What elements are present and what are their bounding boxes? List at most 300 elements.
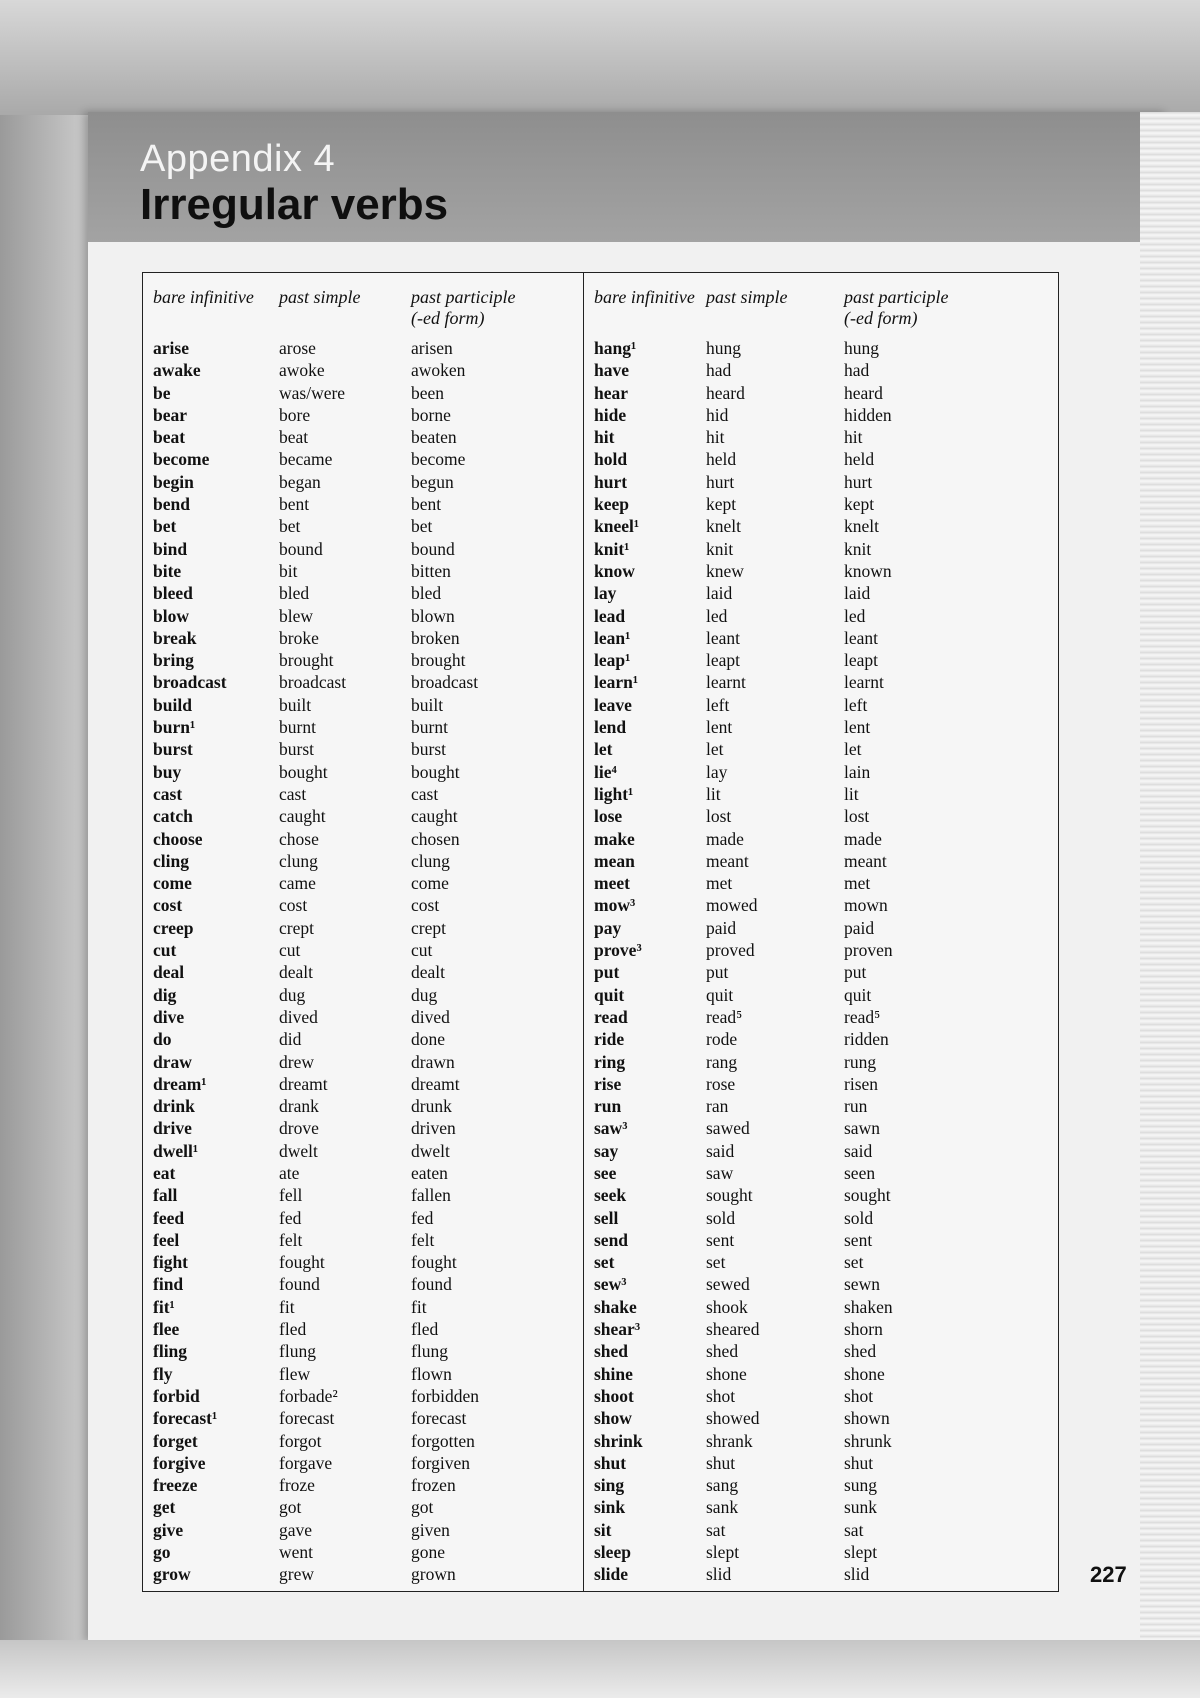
bare-infinitive-cell: burst — [153, 739, 193, 760]
past-participle-cell: let — [844, 739, 862, 760]
past-simple-cell: bore — [279, 404, 311, 425]
table-row — [143, 359, 587, 381]
bare-infinitive-cell: mean — [594, 850, 635, 871]
table-row — [584, 1006, 1058, 1028]
bare-infinitive-cell: find — [153, 1274, 184, 1295]
past-simple-cell: beat — [279, 427, 309, 448]
past-participle-cell: knit — [844, 538, 872, 559]
bare-infinitive-cell: pay — [594, 917, 622, 938]
past-participle-cell: proven — [844, 940, 893, 961]
past-simple-cell: proved — [706, 940, 755, 961]
past-participle-cell: dealt — [411, 962, 446, 983]
bare-infinitive-cell: build — [153, 694, 192, 715]
past-simple-cell: forgave — [279, 1452, 333, 1473]
past-simple-cell: forecast — [279, 1408, 335, 1429]
past-simple-cell: gave — [279, 1519, 313, 1540]
past-participle-cell: come — [411, 873, 449, 894]
table-row — [143, 850, 587, 872]
bare-infinitive-cell: get — [153, 1497, 176, 1518]
table-row — [584, 1474, 1058, 1496]
bare-infinitive-cell: ring — [594, 1051, 626, 1072]
table-row — [143, 1563, 587, 1585]
past-simple-cell: sought — [706, 1185, 753, 1206]
table-row — [584, 805, 1058, 827]
past-simple-cell: forbade² — [279, 1385, 338, 1406]
bare-infinitive-cell: blow — [153, 605, 189, 626]
past-simple-cell: meant — [706, 850, 749, 871]
past-participle-cell: eaten — [411, 1162, 448, 1183]
past-participle-cell: forgiven — [411, 1452, 470, 1473]
bare-infinitive-cell: let — [594, 739, 613, 760]
bare-infinitive-cell: bear — [153, 404, 188, 425]
bare-infinitive-cell: bite — [153, 560, 182, 581]
bare-infinitive-cell: dive — [153, 1006, 185, 1027]
past-simple-cell: cast — [279, 783, 307, 804]
table-row — [584, 1296, 1058, 1318]
past-participle-cell: cost — [411, 895, 440, 916]
table-row — [143, 984, 587, 1006]
table-row — [584, 850, 1058, 872]
past-participle-cell: seen — [844, 1162, 876, 1183]
past-participle-cell: quit — [844, 984, 872, 1005]
bare-infinitive-cell: hear — [594, 382, 629, 403]
past-participle-cell: shone — [844, 1363, 885, 1384]
table-row — [143, 560, 587, 582]
past-participle-cell: sat — [844, 1519, 864, 1540]
past-simple-cell: leant — [706, 627, 741, 648]
past-participle-cell: dreamt — [411, 1073, 460, 1094]
bare-infinitive-cell: put — [594, 962, 620, 983]
bare-infinitive-cell: eat — [153, 1162, 176, 1183]
past-simple-cell: showed — [706, 1408, 760, 1429]
bare-infinitive-cell: forbid — [153, 1385, 200, 1406]
bare-infinitive-cell: fling — [153, 1341, 188, 1362]
past-simple-cell: fed — [279, 1207, 302, 1228]
table-row — [143, 917, 587, 939]
bare-infinitive-cell: hide — [594, 404, 627, 425]
table-row — [143, 961, 587, 983]
table-row — [143, 872, 587, 894]
past-simple-cell: sawed — [706, 1118, 750, 1139]
past-simple-cell: chose — [279, 828, 319, 849]
table-row — [584, 894, 1058, 916]
past-participle-cell: shot — [844, 1385, 874, 1406]
table-row — [143, 671, 587, 693]
past-simple-cell: flung — [279, 1341, 316, 1362]
past-simple-cell: found — [279, 1274, 320, 1295]
bare-infinitive-cell: buy — [153, 761, 182, 782]
past-simple-cell: knit — [706, 538, 734, 559]
table-row — [584, 694, 1058, 716]
table-row — [143, 1073, 587, 1095]
past-simple-cell: did — [279, 1029, 302, 1050]
bare-infinitive-cell: sell — [594, 1207, 619, 1228]
past-simple-cell: arose — [279, 338, 316, 358]
past-participle-cell: kept — [844, 494, 875, 515]
past-simple-cell: burst — [279, 739, 314, 760]
table-row — [143, 716, 587, 738]
past-participle-cell: hurt — [844, 471, 873, 492]
bare-infinitive-cell: mow³ — [594, 895, 636, 916]
past-participle-cell: arisen — [411, 338, 453, 358]
past-simple-cell: grew — [279, 1564, 314, 1585]
table-row — [584, 783, 1058, 805]
table-row — [584, 716, 1058, 738]
past-simple-cell: shed — [706, 1341, 739, 1362]
bare-infinitive-cell: fight — [153, 1252, 188, 1273]
bare-infinitive-cell: dwell¹ — [153, 1140, 199, 1161]
past-participle-cell: gone — [411, 1542, 446, 1563]
past-participle-cell: leant — [844, 627, 879, 648]
past-simple-cell: sent — [706, 1229, 735, 1250]
bare-infinitive-cell: break — [153, 627, 197, 648]
past-simple-cell: shrank — [706, 1430, 753, 1451]
past-participle-cell: got — [411, 1497, 434, 1518]
table-row — [584, 1073, 1058, 1095]
past-simple-cell: quit — [706, 984, 734, 1005]
bare-infinitive-cell: forget — [153, 1430, 198, 1451]
past-simple-cell: began — [279, 471, 321, 492]
past-participle-cell: risen — [844, 1073, 879, 1094]
past-participle-cell: clung — [411, 850, 450, 871]
table-row — [143, 738, 587, 760]
past-participle-cell: slid — [844, 1564, 870, 1585]
table-row — [584, 649, 1058, 671]
table-row — [143, 894, 587, 916]
past-participle-cell: sent — [844, 1229, 873, 1250]
past-simple-cell: fled — [279, 1319, 307, 1340]
past-participle-cell: met — [844, 873, 871, 894]
table-row — [584, 1318, 1058, 1340]
table-row — [584, 1028, 1058, 1050]
bare-infinitive-cell: lie⁴ — [594, 761, 617, 782]
table-row — [143, 1452, 587, 1474]
column-header-past-participle — [844, 287, 949, 329]
past-participle-cell: driven — [411, 1118, 456, 1139]
page-title: Irregular verbs — [140, 180, 449, 229]
bare-infinitive-cell: give — [153, 1519, 184, 1540]
past-simple-cell: sank — [706, 1497, 739, 1518]
table-row — [584, 1363, 1058, 1385]
table-row — [584, 1229, 1058, 1251]
past-participle-cell: lain — [844, 761, 871, 782]
bare-infinitive-cell: bind — [153, 538, 188, 559]
past-simple-cell: led — [706, 605, 728, 626]
table-row — [584, 1207, 1058, 1229]
table-row — [143, 828, 587, 850]
past-participle-cell: sewn — [844, 1274, 880, 1295]
table-row — [584, 1140, 1058, 1162]
table-row — [143, 1474, 587, 1496]
past-simple-cell: knelt — [706, 516, 741, 537]
bare-infinitive-cell: be — [153, 382, 171, 403]
past-participle-cell: grown — [411, 1564, 456, 1585]
past-participle-cell: crept — [411, 917, 446, 938]
bare-infinitive-cell: do — [153, 1029, 172, 1050]
past-participle-cell: fallen — [411, 1185, 451, 1206]
bare-infinitive-cell: sink — [594, 1497, 626, 1518]
past-simple-cell: went — [279, 1542, 314, 1563]
past-simple-cell: bet — [279, 516, 301, 537]
past-participle-cell: shrunk — [844, 1430, 892, 1451]
bare-infinitive-cell: sleep — [594, 1542, 631, 1563]
past-participle-cell: fled — [411, 1319, 439, 1340]
bare-infinitive-cell: quit — [594, 984, 625, 1005]
bare-infinitive-cell: sew³ — [594, 1274, 627, 1295]
table-row — [584, 961, 1058, 983]
past-participle-cell: meant — [844, 850, 887, 871]
bare-infinitive-cell: feel — [153, 1229, 180, 1250]
table-row — [143, 515, 587, 537]
past-participle-cell: burnt — [411, 717, 448, 738]
past-simple-cell: burnt — [279, 717, 316, 738]
table-row — [143, 382, 587, 404]
past-simple-cell: leapt — [706, 650, 741, 671]
bare-infinitive-cell: lend — [594, 717, 627, 738]
table-row — [584, 337, 1058, 359]
bare-infinitive-cell: shed — [594, 1341, 629, 1362]
past-participle-cell: sought — [844, 1185, 891, 1206]
past-participle-cell: knelt — [844, 516, 879, 537]
past-simple-cell: learnt — [706, 672, 746, 693]
past-participle-cell: put — [844, 962, 867, 983]
bare-infinitive-cell: see — [594, 1162, 617, 1183]
bare-infinitive-cell: know — [594, 560, 635, 581]
bare-infinitive-cell: deal — [153, 962, 185, 983]
past-simple-cell: came — [279, 873, 316, 894]
past-simple-cell: ran — [706, 1096, 729, 1117]
past-simple-cell: kept — [706, 494, 737, 515]
bare-infinitive-cell: begin — [153, 471, 194, 492]
bare-infinitive-cell: drive — [153, 1118, 192, 1139]
past-participle-cell: held — [844, 449, 875, 470]
past-participle-label: past participle — [411, 287, 516, 307]
bare-infinitive-cell: shake — [594, 1296, 637, 1317]
past-simple-cell: lost — [706, 806, 732, 827]
table-row — [143, 538, 587, 560]
past-simple-cell: dug — [279, 984, 306, 1005]
table-row — [143, 337, 587, 359]
bare-infinitive-cell: beat — [153, 427, 186, 448]
table-row — [584, 382, 1058, 404]
past-participle-cell: paid — [844, 917, 875, 938]
table-row — [584, 761, 1058, 783]
bare-infinitive-cell: rise — [594, 1073, 622, 1094]
table-row — [143, 1496, 587, 1518]
appendix-label: Appendix 4 — [140, 138, 336, 180]
bare-infinitive-cell: lean¹ — [594, 627, 631, 648]
past-participle-cell: bet — [411, 516, 433, 537]
past-participle-cell: set — [844, 1252, 864, 1273]
table-row — [584, 404, 1058, 426]
bare-infinitive-cell: learn¹ — [594, 672, 639, 693]
table-row — [584, 471, 1058, 493]
past-participle-cell: shed — [844, 1341, 877, 1362]
table-row — [584, 1496, 1058, 1518]
past-simple-cell: had — [706, 360, 732, 381]
past-participle-cell: hung — [844, 338, 879, 358]
past-participle-cell: led — [844, 605, 866, 626]
table-row — [143, 783, 587, 805]
table-row — [143, 1318, 587, 1340]
table-row — [143, 1162, 587, 1184]
table-row — [584, 738, 1058, 760]
bare-infinitive-cell: dig — [153, 984, 177, 1005]
table-row — [143, 1273, 587, 1295]
bare-infinitive-cell: lead — [594, 605, 626, 626]
bare-infinitive-cell: meet — [594, 873, 630, 894]
past-simple-cell: slept — [706, 1542, 740, 1563]
past-participle-cell: awoken — [411, 360, 466, 381]
past-simple-cell: cut — [279, 940, 301, 961]
past-simple-cell: lent — [706, 717, 733, 738]
past-participle-cell: cut — [411, 940, 433, 961]
table-row — [584, 538, 1058, 560]
table-row — [584, 515, 1058, 537]
bare-infinitive-cell: shut — [594, 1452, 627, 1473]
past-participle-cell: fit — [411, 1296, 427, 1317]
bare-infinitive-cell: ride — [594, 1029, 625, 1050]
column-header-past-simple: past simple — [706, 287, 788, 307]
bare-infinitive-cell: burn¹ — [153, 717, 196, 738]
past-simple-cell: sang — [706, 1475, 739, 1496]
past-simple-cell: dreamt — [279, 1073, 328, 1094]
column-header-past-simple: past simple — [279, 287, 361, 307]
verb-rows-right — [584, 337, 1058, 1586]
past-participle-cell: known — [844, 560, 892, 581]
table-row — [584, 426, 1058, 448]
past-simple-cell: rang — [706, 1051, 738, 1072]
past-participle-cell: ridden — [844, 1029, 889, 1050]
past-simple-cell: let — [706, 739, 724, 760]
table-row — [584, 1162, 1058, 1184]
past-participle-cell: drawn — [411, 1051, 455, 1072]
past-participle-cell: lit — [844, 783, 859, 804]
table-row — [584, 1184, 1058, 1206]
past-simple-cell: shot — [706, 1385, 736, 1406]
table-row — [584, 1452, 1058, 1474]
past-participle-cell: found — [411, 1274, 452, 1295]
table-row — [584, 1519, 1058, 1541]
past-simple-cell: felt — [279, 1229, 303, 1250]
past-participle-cell: given — [411, 1519, 450, 1540]
table-row — [143, 1340, 587, 1362]
past-simple-cell: bound — [279, 538, 323, 559]
past-simple-cell: set — [706, 1252, 726, 1273]
table-row — [143, 582, 587, 604]
table-row — [143, 1363, 587, 1385]
bare-infinitive-cell: bring — [153, 650, 194, 671]
bare-infinitive-cell: dream¹ — [153, 1073, 207, 1094]
bare-infinitive-cell: prove³ — [594, 940, 642, 961]
past-participle-cell: fed — [411, 1207, 434, 1228]
past-participle-cell: been — [411, 382, 445, 403]
bare-infinitive-cell: slide — [594, 1564, 629, 1585]
table-row — [143, 448, 587, 470]
past-participle-cell: bitten — [411, 560, 451, 581]
bare-infinitive-cell: lay — [594, 583, 617, 604]
past-participle-cell: leapt — [844, 650, 879, 671]
table-row — [143, 404, 587, 426]
past-participle-cell: burst — [411, 739, 446, 760]
table-row — [584, 671, 1058, 693]
past-simple-cell: bled — [279, 583, 310, 604]
past-simple-cell: fell — [279, 1185, 303, 1206]
past-participle-cell: dug — [411, 984, 438, 1005]
bare-infinitive-cell: leap¹ — [594, 650, 631, 671]
table-row — [584, 1563, 1058, 1585]
past-participle-cell: begun — [411, 471, 454, 492]
past-simple-cell: held — [706, 449, 737, 470]
past-simple-cell: brought — [279, 650, 334, 671]
bare-infinitive-cell: run — [594, 1096, 622, 1117]
past-simple-cell: hung — [706, 338, 741, 358]
bare-infinitive-cell: show — [594, 1408, 632, 1429]
bare-infinitive-cell: fly — [153, 1363, 173, 1384]
table-row — [584, 359, 1058, 381]
past-simple-cell: built — [279, 694, 312, 715]
past-participle-cell: shown — [844, 1408, 890, 1429]
past-simple-cell: flew — [279, 1363, 311, 1384]
past-participle-cell: shorn — [844, 1319, 883, 1340]
table-row — [584, 1117, 1058, 1139]
table-row — [143, 426, 587, 448]
past-participle-cell: felt — [411, 1229, 435, 1250]
past-simple-cell: sat — [706, 1519, 726, 1540]
past-simple-cell: heard — [706, 382, 745, 403]
past-simple-cell: blew — [279, 605, 314, 626]
bare-infinitive-cell: feed — [153, 1207, 185, 1228]
table-row — [584, 984, 1058, 1006]
bare-infinitive-cell: read — [594, 1006, 628, 1027]
past-participle-cell: forbidden — [411, 1385, 480, 1406]
past-simple-cell: dived — [279, 1006, 318, 1027]
table-row — [143, 1296, 587, 1318]
past-simple-cell: laid — [706, 583, 733, 604]
past-participle-cell: lost — [844, 806, 870, 827]
table-row — [584, 582, 1058, 604]
past-participle-cell: sung — [844, 1475, 878, 1496]
past-simple-cell: drove — [279, 1118, 319, 1139]
bare-infinitive-cell: hold — [594, 449, 628, 470]
past-participle-cell: bled — [411, 583, 442, 604]
bare-infinitive-cell: grow — [153, 1564, 191, 1585]
past-participle-cell: left — [844, 694, 868, 715]
past-simple-cell: got — [279, 1497, 302, 1518]
table-row — [143, 1229, 587, 1251]
bare-infinitive-cell: hit — [594, 427, 615, 448]
past-participle-cell: forgotten — [411, 1430, 475, 1451]
bare-infinitive-cell: shear³ — [594, 1319, 641, 1340]
past-simple-cell: lay — [706, 761, 728, 782]
past-participle-cell: bent — [411, 494, 442, 515]
bare-infinitive-cell: say — [594, 1140, 619, 1161]
past-participle-cell: caught — [411, 806, 458, 827]
bare-infinitive-cell: freeze — [153, 1475, 198, 1496]
table-row — [584, 448, 1058, 470]
bare-infinitive-cell: shoot — [594, 1385, 634, 1406]
table-row — [143, 761, 587, 783]
scan-background-top — [0, 0, 1200, 115]
past-simple-cell: knew — [706, 560, 744, 581]
past-simple-cell: paid — [706, 917, 737, 938]
bare-infinitive-cell: hurt — [594, 471, 628, 492]
past-simple-cell: caught — [279, 806, 326, 827]
table-row — [143, 1251, 587, 1273]
bare-infinitive-cell: forgive — [153, 1452, 206, 1473]
past-participle-cell: shut — [844, 1452, 874, 1473]
past-simple-cell: left — [706, 694, 730, 715]
